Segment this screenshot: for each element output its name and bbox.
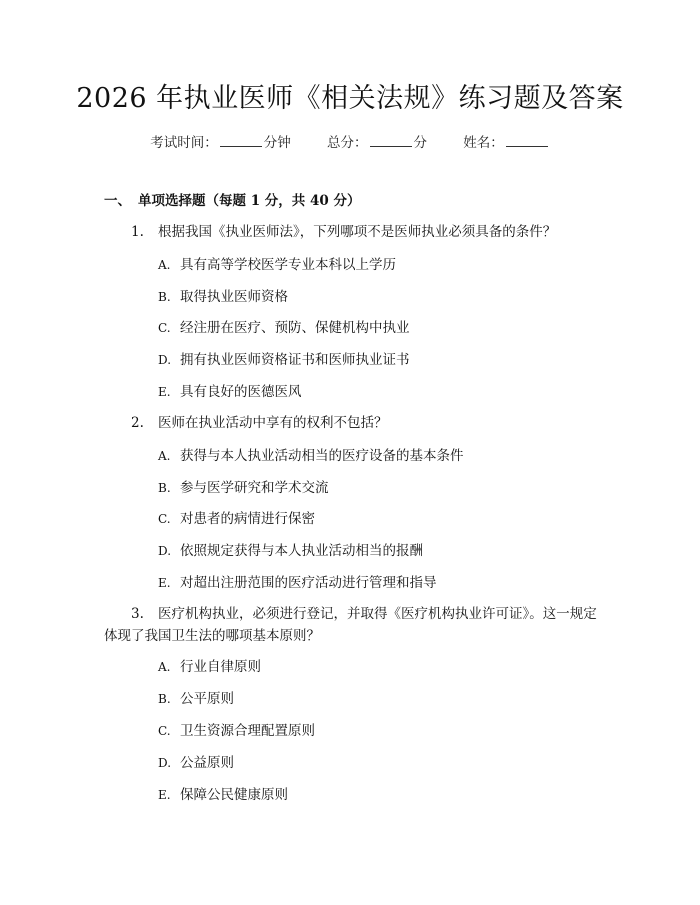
option-text: 公益原则 bbox=[180, 755, 234, 771]
section-number: 一、 bbox=[104, 193, 131, 209]
total-score-label: 总分： bbox=[327, 135, 368, 151]
name-field bbox=[463, 132, 550, 153]
section-title-text: 单项选择题（每题 1 分，共 40 分） bbox=[138, 193, 361, 209]
question-number: 2. bbox=[131, 415, 144, 431]
option-letter: B. bbox=[158, 290, 171, 304]
option-letter: C. bbox=[158, 724, 171, 738]
question-1 bbox=[131, 221, 611, 243]
option-text: 对超出注册范围的医疗活动进行管理和指导 bbox=[180, 575, 437, 591]
question-1-option-a bbox=[158, 255, 396, 275]
option-letter: E. bbox=[158, 385, 171, 399]
exam-time-label: 考试时间： bbox=[150, 135, 218, 151]
question-2-option-e bbox=[158, 573, 437, 593]
question-3-option-d bbox=[158, 753, 234, 773]
option-text: 参与医学研究和学术交流 bbox=[180, 480, 329, 496]
option-letter: E. bbox=[158, 788, 171, 802]
option-text: 具有高等学校医学专业本科以上学历 bbox=[180, 257, 396, 273]
exam-time-blank bbox=[220, 132, 262, 147]
total-score-unit: 分 bbox=[413, 135, 427, 151]
total-score-field bbox=[327, 132, 427, 153]
question-1-option-c bbox=[158, 318, 410, 338]
option-letter: A. bbox=[158, 449, 171, 463]
question-text: 医师在执业活动中享有的权利不包括？ bbox=[158, 415, 388, 431]
option-text: 保障公民健康原则 bbox=[180, 787, 288, 803]
exam-info-line bbox=[0, 132, 700, 153]
question-2-option-b bbox=[158, 478, 329, 498]
question-3-option-e bbox=[158, 785, 288, 805]
question-3 bbox=[104, 603, 604, 647]
option-text: 具有良好的医德医风 bbox=[180, 384, 302, 400]
name-blank bbox=[506, 132, 548, 147]
option-text: 依照规定获得与本人执业活动相当的报酬 bbox=[180, 543, 423, 559]
question-1-option-b bbox=[158, 287, 288, 307]
option-letter: B. bbox=[158, 692, 171, 706]
option-letter: E. bbox=[158, 576, 171, 590]
option-letter: B. bbox=[158, 481, 171, 495]
question-1-option-d bbox=[158, 350, 410, 370]
option-text: 取得执业医师资格 bbox=[180, 289, 288, 305]
option-text: 获得与本人执业活动相当的医疗设备的基本条件 bbox=[180, 448, 464, 464]
question-3-option-a bbox=[158, 657, 261, 677]
option-text: 拥有执业医师资格证书和医师执业证书 bbox=[180, 352, 410, 368]
exam-time-field bbox=[150, 132, 291, 153]
question-2-option-c bbox=[158, 509, 315, 529]
question-2 bbox=[131, 412, 611, 434]
option-text: 对患者的病情进行保密 bbox=[180, 511, 315, 527]
question-2-option-d bbox=[158, 541, 423, 561]
question-1-option-e bbox=[158, 382, 302, 402]
question-text: 根据我国《执业医师法》，下列哪项不是医师执业必须具备的条件？ bbox=[158, 224, 557, 240]
page-title: 2026 年执业医师《相关法规》练习题及答案 bbox=[76, 83, 624, 114]
option-letter: D. bbox=[158, 544, 172, 558]
name-label: 姓名： bbox=[463, 135, 504, 151]
option-letter: D. bbox=[158, 756, 172, 770]
option-text: 卫生资源合理配置原则 bbox=[180, 723, 315, 739]
option-letter: A. bbox=[158, 258, 171, 272]
option-text: 行业自律原则 bbox=[180, 659, 261, 675]
question-2-option-a bbox=[158, 446, 464, 466]
question-number: 3. bbox=[131, 606, 144, 622]
option-letter: A. bbox=[158, 660, 171, 674]
option-text: 公平原则 bbox=[180, 691, 234, 707]
section-heading bbox=[104, 191, 360, 211]
question-number: 1. bbox=[131, 224, 144, 240]
question-text: 医疗机构执业，必须进行登记，并取得《医疗机构执业许可证》。这一规定体现了我国卫生法的哪项基本原则？ bbox=[104, 606, 597, 644]
exam-time-unit: 分钟 bbox=[263, 135, 291, 151]
question-3-option-c bbox=[158, 721, 315, 741]
option-letter: D. bbox=[158, 353, 172, 367]
question-3-option-b bbox=[158, 689, 234, 709]
total-score-blank bbox=[370, 132, 412, 147]
option-letter: C. bbox=[158, 512, 171, 526]
option-text: 经注册在医疗、预防、保健机构中执业 bbox=[180, 320, 410, 336]
option-letter: C. bbox=[158, 321, 171, 335]
